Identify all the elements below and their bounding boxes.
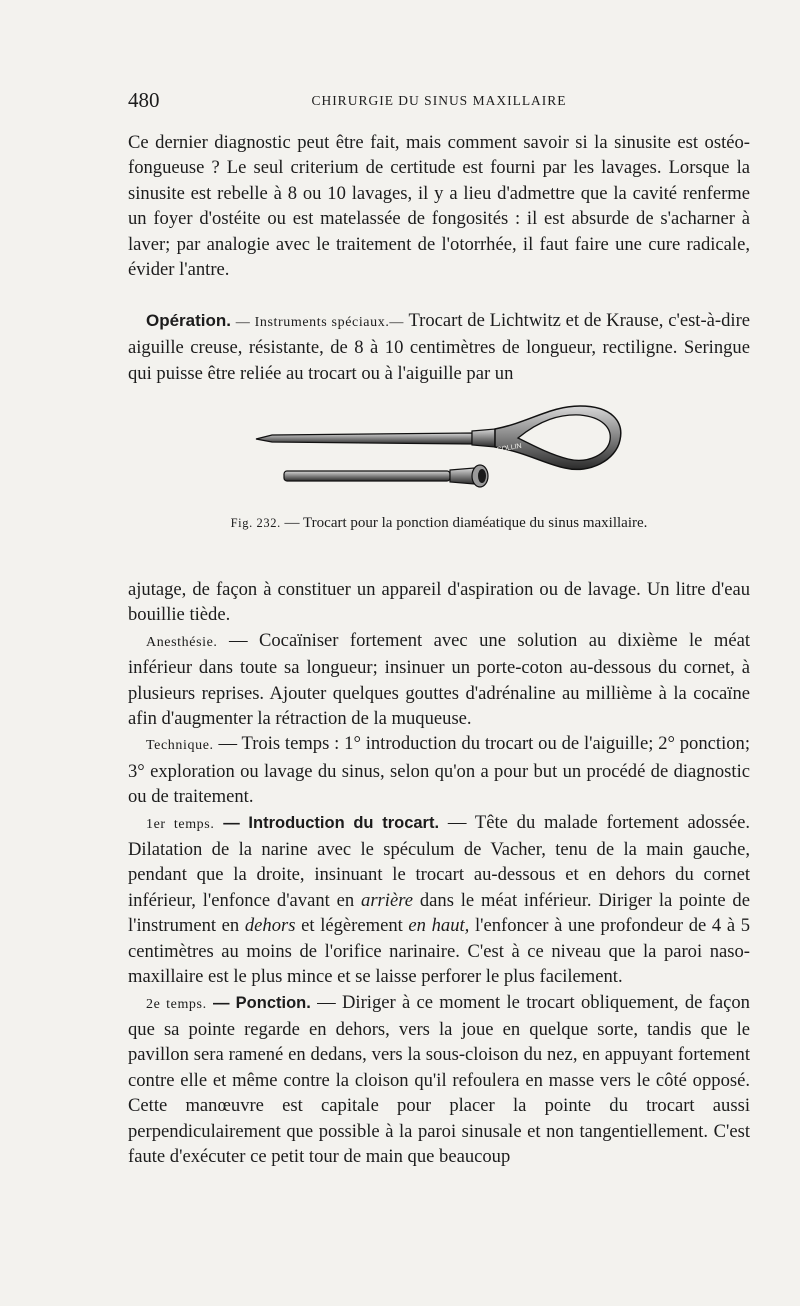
continuation-paragraph: ajutage, de façon à constituer un appareil d'aspiration ou de lavage. Un litre d'eau bouillie tiède. [128,579,750,626]
page-number: 480 [128,88,160,112]
cannula-illustration [284,465,488,487]
technique-text: — Trois temps : 1° introduction du trocart ou de l'aiguille; 2° ponction; 3° exploration ou lavage du sinus, selon qu'on a pour but un procédé de diagnostic ou de traitement. [128,733,750,808]
temps1-italic-a: arrière [361,889,414,911]
figure-caption [128,515,750,532]
intro-paragraph: Ce dernier diagnostic peut être fait, mais comment savoir si la sinusite est ostéo-fongueuse ? Le seul criterium de certitude est fourni par les lavages. Lorsque la sinusite est rebelle à 8 ou 10 lavages, il y a lieu d'admettre que la cavité renferme un foyer d'ostéite ou est matelassée de fongosités : il est absurde de s'acharner à laver; par analogie avec le traitement de l'otorrhée, il faut faire une cure radicale, évider l'antre. [128,132,750,281]
temps2-heading: — Ponction. [212,993,311,1012]
anesthesie-paragraph [128,628,750,732]
temps1-label: 1er temps. [146,816,215,832]
operation-heading: Opération. [146,311,232,330]
temps2-text: — Diriger à ce moment le trocart obliquement, de façon que sa pointe regarde en dehors, vers la joue en quelque sorte, tandis que le pavillon sera ramené en dedans, vers la sous-cloison du nez, en appuyant fortement contre elle et même contre la cloison qu'il refoulera en masse vers le côté opposé. Cette manœuvre est capitale pour placer la pointe du trocart aussi perpendiculairement que possible à la paroi sinusale et non tangentiellement. C'est faute d'exécuter ce petit tour de main que beaucoup [128,991,750,1167]
running-title: CHIRURGIE DU SINUS MAXILLAIRE [311,93,567,108]
trocart-needle-illustration [256,406,621,469]
operation-block [128,308,750,386]
main-text-block [128,577,750,1169]
figure-caption-text: — Trocart pour la ponction diaméatique du sinus maxillaire. [284,515,648,531]
temps2-paragraph [128,990,750,1170]
temps1-text-b: dans le méat inférieur. Diriger la pointe de l'instrument en [128,889,750,937]
figure-label: Fig. 232. [230,516,281,530]
temps1-text-a: — Tête du malade fortement adossée. Dilatation de la narine avec le spéculum de Vacher, tenu de la main gauche, pendant que la droite, insinuant le trocart au-dessous et en dehors du cornet inférieur, l'enfonce d'avant en [128,811,750,911]
trocart-figure [250,398,630,498]
page-header [128,88,750,112]
temps1-text-d: l'enfoncer à une profondeur de 4 à 5 centimètres au moins de l'orifice narinaire. C'est à ce niveau que la paroi naso-maxillaire est le plus mince et se laisse perforer le plus facilement. [128,915,751,988]
operation-text: Trocart de Lichtwitz et de Krause, c'est-à-dire aiguille creuse, résistante, de 8 à 10 centimètres de longueur, rectiligne. Seringue qui puisse être reliée au trocart ou à l'aiguille par un [128,310,751,384]
temps1-italic-b: dehors [244,915,296,937]
temps1-italic-c: en haut, [408,915,470,937]
technique-paragraph [128,731,750,809]
temps1-heading: — Introduction du trocart. [223,813,440,832]
temps1-paragraph [128,810,750,990]
instruments-heading: — Instruments spéciaux.— [235,315,405,330]
maker-engraving: COLLIN [496,442,523,454]
anesthesie-heading: Anesthésie. [146,634,218,650]
intro-block [128,130,750,282]
temps2-label: 2e temps. [146,996,207,1012]
operation-paragraph [128,308,750,386]
anesthesie-text: — Cocaïniser fortement avec une solution au dixième le méat inférieur dans toute sa longueur; insinuer un porte-coton au-dessous du cornet, à plusieurs reprises. Ajouter quelques gouttes d'adrénaline au millième à la cocaïne afin d'augmenter la rétraction de la muqueuse. [128,629,750,730]
temps1-text-c: et légèrement [301,915,403,937]
technique-heading: Technique. [146,738,214,754]
